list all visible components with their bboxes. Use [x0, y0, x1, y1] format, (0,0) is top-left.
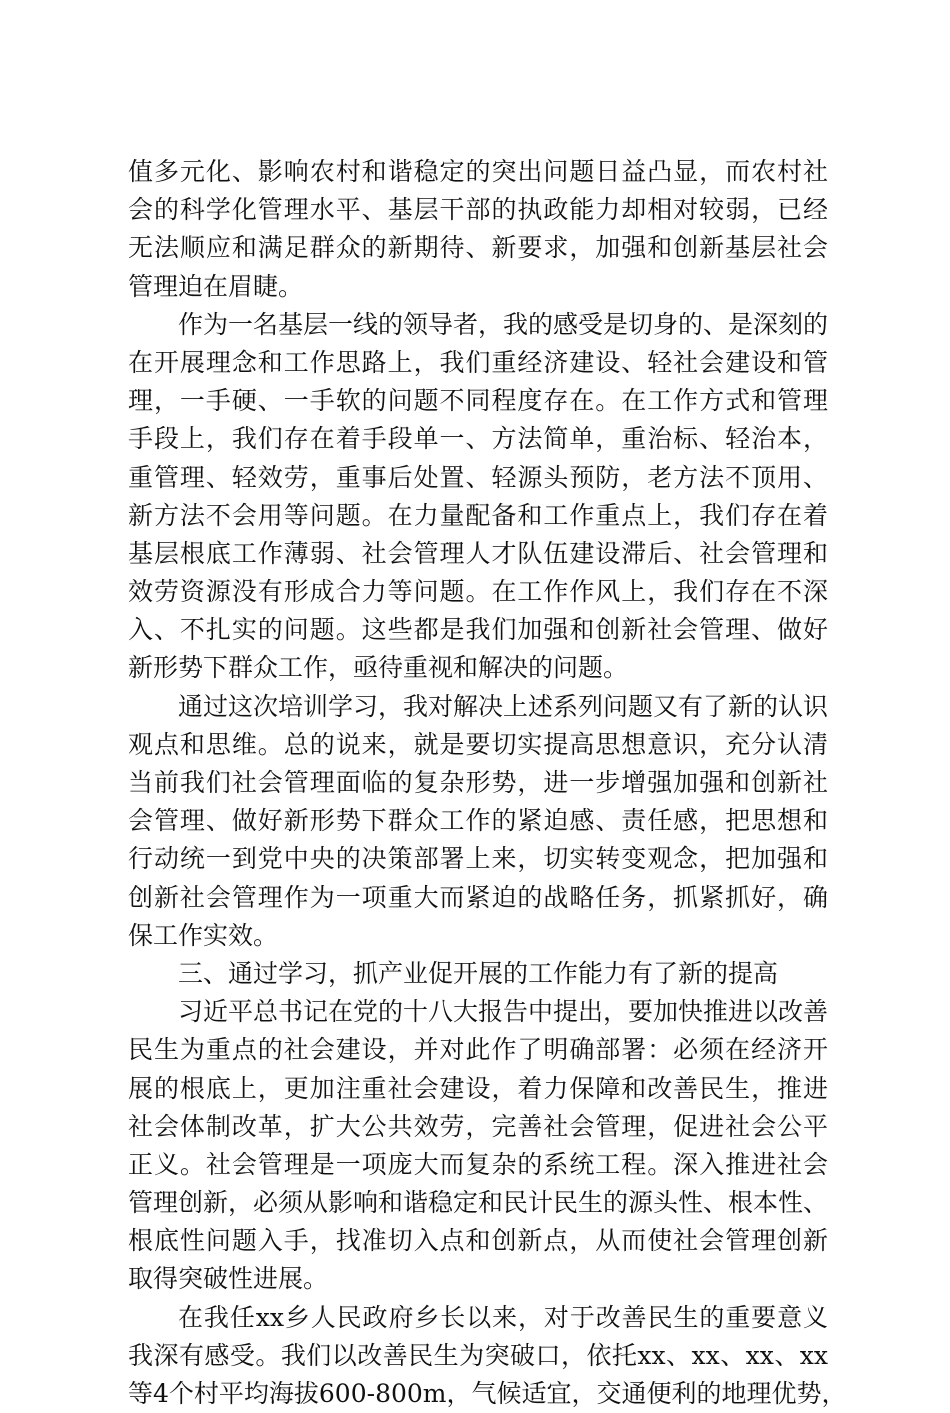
paragraph-first-line: 通过这次培训学习，我对解决上述系列问题又有了新的认识 — [178, 691, 829, 721]
text-line: 展的根底上，更加注重社会建设，着力保障和改善民生，推进 — [128, 1073, 828, 1103]
text-line: 管理创新，必须从影响和谐稳定和民计民生的源头性、根本性、 — [128, 1188, 829, 1218]
text-line: 正义。社会管理是一项庞大而复杂的系统工程。深入推进社会 — [128, 1149, 828, 1179]
text-line: 在开展理念和工作思路上，我们重经济建设、轻社会建设和管 — [128, 347, 828, 377]
text-line: 会管理、做好新形势下群众工作的紧迫感、责任感，把思想和 — [128, 806, 828, 836]
text-line: 根底性问题入手，找准切入点和创新点，从而使社会管理创新 — [128, 1226, 828, 1256]
text-line: 会的科学化管理水平、基层干部的执政能力却相对较弱，已经 — [128, 195, 828, 225]
text-line: 新方法不会用等问题。在力量配备和工作重点上，我们存在着 — [128, 500, 828, 530]
text-line: 行动统一到党中央的决策部署上来，切实转变观念，把加强和 — [128, 844, 828, 874]
text-line: 无法顺应和满足群众的新期待、新要求，加强和创新基层社会 — [128, 233, 828, 263]
text-line: 值多元化、影响农村和谐稳定的突出问题日益凸显，而农村社 — [128, 157, 828, 186]
paragraph-first-line: 在我任xx乡人民政府乡长以来，对于改善民生的重要意义 — [178, 1302, 828, 1332]
text-line: 观点和思维。总的说来，就是要切实提高思想意识，充分认清 — [128, 729, 828, 759]
text-line: 理，一手硬、一手软的问题不同程度存在。在工作方式和管理 — [128, 386, 828, 416]
text-line: 新形势下群众工作，亟待重视和解决的问题。 — [128, 653, 629, 683]
body-text — [128, 153, 847, 1413]
text-line: 手段上，我们存在着手段单一、方法简单，重治标、轻治本， — [128, 424, 828, 454]
text-line: 基层根底工作薄弱、社会管理人才队伍建设滞后、社会管理和 — [128, 538, 828, 568]
text-line: 入、不扎实的问题。这些都是我们加强和创新社会管理、做好 — [128, 615, 828, 645]
paragraph-first-line: 习近平总书记在党的十八大报告中提出，要加快推进以改善 — [178, 997, 829, 1027]
text-line: 取得突破性进展。 — [128, 1264, 329, 1294]
text-line: 效劳资源没有形成合力等问题。在工作作风上，我们存在不深 — [128, 577, 828, 607]
paragraph-first-line: 作为一名基层一线的领导者，我的感受是切身的、是深刻的 — [178, 309, 829, 339]
text-line: 民生为重点的社会建设，并对此作了明确部署：必须在经济开 — [128, 1035, 828, 1065]
text-line: 等4个村平均海拔600-800m，气候适宜，交通便利的地理优势， — [128, 1379, 847, 1408]
text-line: 社会体制改革，扩大公共效劳，完善社会管理，促进社会公平 — [128, 1111, 828, 1141]
section-heading: 三、通过学习，抓产业促开展的工作能力有了新的提高 — [178, 958, 779, 988]
text-line: 创新社会管理作为一项重大而紧迫的战略任务，抓紧抓好，确 — [128, 882, 828, 912]
text-line: 保工作实效。 — [128, 920, 279, 950]
text-line: 重管理、轻效劳，重事后处置、轻源头预防，老方法不顶用、 — [128, 462, 828, 492]
text-line: 我深有感受。我们以改善民生为突破口，依托xx、xx、xx、xx — [128, 1340, 828, 1370]
text-line: 当前我们社会管理面临的复杂形势，进一步增强加强和创新社 — [128, 768, 828, 797]
text-line: 管理迫在眉睫。 — [128, 271, 304, 301]
